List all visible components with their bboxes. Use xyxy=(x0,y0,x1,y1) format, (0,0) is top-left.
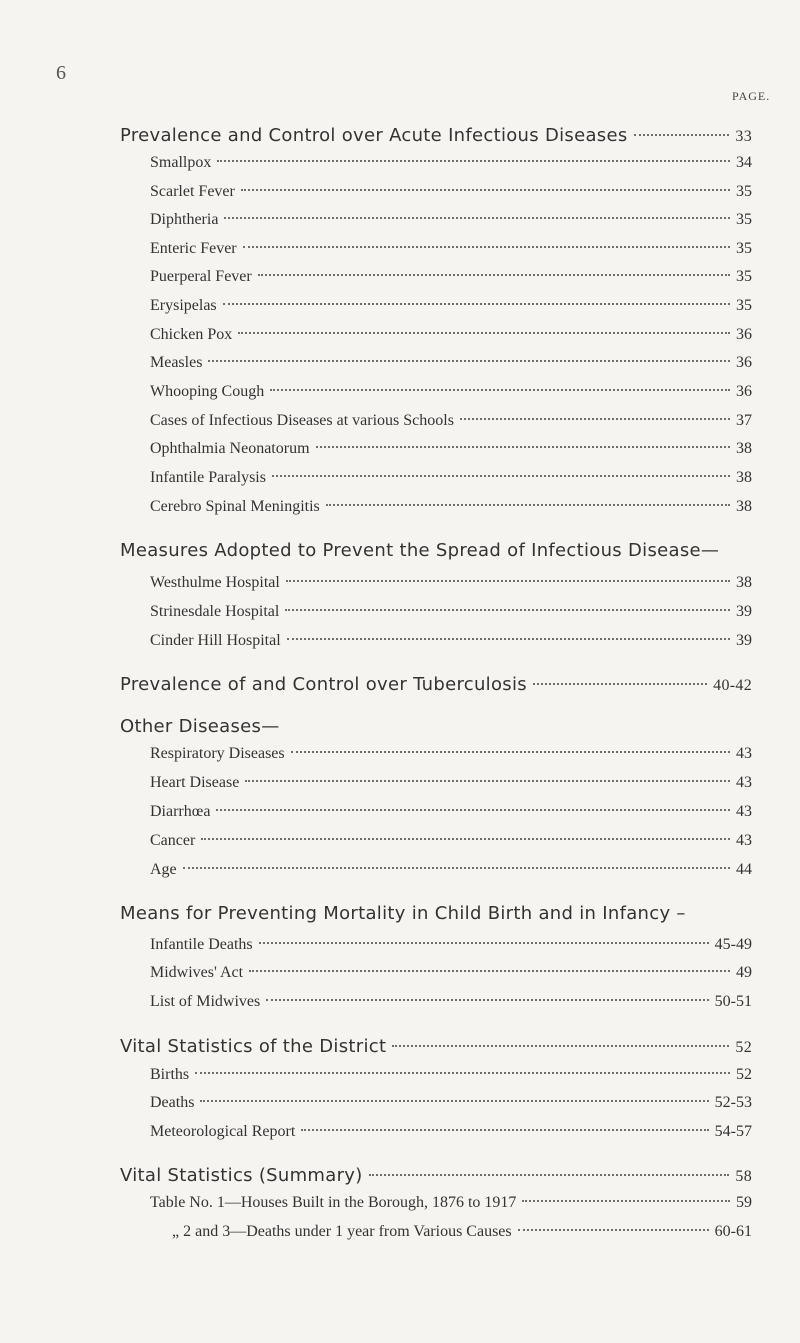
section-title: Prevalence and Control over Acute Infectious Diseases xyxy=(120,125,628,146)
dot-leader xyxy=(243,246,730,248)
entry-page: 44 xyxy=(736,861,752,878)
entry-page: 45-49 xyxy=(714,936,752,953)
section-heading xyxy=(120,540,752,561)
dot-leader xyxy=(266,999,708,1001)
toc-entry xyxy=(150,936,752,954)
dot-leader xyxy=(286,580,730,582)
dot-leader xyxy=(208,360,730,362)
toc-entry xyxy=(150,774,752,792)
entry-label: Westhulme Hospital xyxy=(150,574,280,591)
entry-label: Scarlet Fever xyxy=(150,183,235,200)
entry-page: 52 xyxy=(736,1066,752,1083)
dot-leader xyxy=(183,867,730,869)
entry-label: „ 2 and 3—Deaths under 1 year from Various Causes xyxy=(172,1223,512,1240)
section-page: 52 xyxy=(735,1039,752,1056)
dot-leader xyxy=(258,274,730,276)
dot-leader xyxy=(216,809,730,811)
entry-page: 35 xyxy=(736,240,752,257)
section-heading xyxy=(120,125,752,146)
dot-leader xyxy=(201,838,730,840)
dot-leader xyxy=(326,504,730,506)
toc-entry xyxy=(150,297,752,315)
toc-entry xyxy=(150,964,752,982)
dot-leader xyxy=(522,1200,730,1202)
section-page: 33 xyxy=(735,128,752,145)
toc-entry xyxy=(150,745,752,763)
entry-label: Smallpox xyxy=(150,154,212,171)
entry-label: Diarrhœa xyxy=(150,803,211,820)
entry-label: Ophthalmia Neonatorum xyxy=(150,440,310,457)
entry-label: Strinesdale Hospital xyxy=(150,603,280,620)
section-page: 40-42 xyxy=(713,677,752,694)
entry-label: Births xyxy=(150,1066,190,1083)
dot-leader xyxy=(200,1100,708,1102)
entry-page: 50-51 xyxy=(714,993,752,1010)
toc-entry xyxy=(150,354,752,372)
dot-leader xyxy=(301,1129,708,1131)
entry-label: Erysipelas xyxy=(150,297,217,314)
dot-leader xyxy=(272,475,730,477)
dot-leader xyxy=(287,638,730,640)
entry-page: 43 xyxy=(736,745,752,762)
toc-entry xyxy=(150,154,752,172)
entry-page: 49 xyxy=(736,964,752,981)
entry-page: 39 xyxy=(736,603,752,620)
dot-leader xyxy=(460,418,730,420)
entry-page: 36 xyxy=(736,326,752,343)
toc-entry xyxy=(150,803,752,821)
entry-label: Enteric Fever xyxy=(150,240,237,257)
entry-page: 35 xyxy=(736,297,752,314)
section-heading xyxy=(120,674,752,695)
entry-page: 35 xyxy=(736,183,752,200)
section-heading xyxy=(120,1165,752,1186)
toc-entry xyxy=(150,412,752,430)
toc-entry xyxy=(150,632,752,650)
entry-label: Infantile Deaths xyxy=(150,936,253,953)
entry-page: 43 xyxy=(736,803,752,820)
dot-leader xyxy=(217,160,730,162)
dot-leader xyxy=(369,1174,730,1176)
toc-entry xyxy=(150,861,752,879)
dot-leader xyxy=(195,1072,730,1074)
entry-page: 38 xyxy=(736,498,752,515)
toc-entry xyxy=(150,1066,752,1084)
section-heading xyxy=(120,716,752,737)
entry-page: 35 xyxy=(736,268,752,285)
toc-entry xyxy=(150,383,752,401)
toc-entry xyxy=(150,1094,752,1112)
entry-label: Cinder Hill Hospital xyxy=(150,632,281,649)
dot-leader xyxy=(285,609,730,611)
entry-page: 36 xyxy=(736,354,752,371)
toc-entry xyxy=(150,574,752,592)
entry-label: Respiratory Diseases xyxy=(150,745,285,762)
entry-label: Midwives' Act xyxy=(150,964,244,981)
toc-entry xyxy=(150,1194,752,1212)
toc-entry xyxy=(150,268,752,286)
entry-page: 43 xyxy=(736,774,752,791)
entry-page: 35 xyxy=(736,211,752,228)
entry-page: 38 xyxy=(736,469,752,486)
entry-page: 60-61 xyxy=(714,1223,752,1240)
entry-label: List of Midwives xyxy=(150,993,261,1010)
dot-leader xyxy=(392,1045,729,1047)
dot-leader xyxy=(259,942,709,944)
entry-page: 52-53 xyxy=(714,1094,752,1111)
section-title: Vital Statistics (Summary) xyxy=(120,1165,363,1186)
dot-leader xyxy=(224,217,730,219)
entry-label: Meteorological Report xyxy=(150,1123,296,1140)
entry-page: 43 xyxy=(736,832,752,849)
toc-entry xyxy=(150,1123,752,1141)
toc-entry xyxy=(150,498,752,516)
section-page: 58 xyxy=(735,1168,752,1185)
toc-entry xyxy=(150,240,752,258)
entry-label: Cerebro Spinal Meningitis xyxy=(150,498,320,515)
page-number: 6 xyxy=(56,62,66,84)
section-title: Other Diseases— xyxy=(120,716,280,737)
section-title: Means for Preventing Mortality in Child Birth and in Infancy – xyxy=(120,903,686,924)
toc-entry xyxy=(150,993,752,1011)
entry-label: Heart Disease xyxy=(150,774,240,791)
toc-entry xyxy=(172,1223,752,1241)
dot-leader xyxy=(634,134,730,136)
toc-entry xyxy=(150,183,752,201)
dot-leader xyxy=(518,1229,709,1231)
dot-leader xyxy=(270,389,730,391)
dot-leader xyxy=(291,751,730,753)
entry-label: Infantile Paralysis xyxy=(150,469,266,486)
section-title: Prevalence of and Control over Tuberculosis xyxy=(120,674,527,695)
dot-leader xyxy=(238,332,730,334)
entry-label: Diphtheria xyxy=(150,211,219,228)
page-column-label: PAGE. xyxy=(732,89,771,103)
dot-leader xyxy=(245,780,730,782)
entry-page: 34 xyxy=(736,154,752,171)
entry-label: Chicken Pox xyxy=(150,326,233,343)
toc-entry xyxy=(150,326,752,344)
entry-label: Table No. 1—Houses Built in the Borough, 1876 to 1917 xyxy=(150,1194,517,1211)
dot-leader xyxy=(316,446,730,448)
section-heading xyxy=(120,903,752,924)
toc-entry xyxy=(150,440,752,458)
entry-page: 59 xyxy=(736,1194,752,1211)
section-heading xyxy=(120,1036,752,1057)
toc-entry xyxy=(150,832,752,850)
section-title: Vital Statistics of the District xyxy=(120,1036,387,1057)
entry-label: Measles xyxy=(150,354,203,371)
dot-leader xyxy=(249,970,730,972)
section-title: Measures Adopted to Prevent the Spread of Infectious Disease— xyxy=(120,540,720,561)
dot-leader xyxy=(241,189,730,191)
toc-entry xyxy=(150,603,752,621)
entry-label: Puerperal Fever xyxy=(150,268,252,285)
entry-label: Deaths xyxy=(150,1094,195,1111)
entry-label: Age xyxy=(150,861,177,878)
entry-page: 37 xyxy=(736,412,752,429)
entry-label: Whooping Cough xyxy=(150,383,265,400)
entry-page: 38 xyxy=(736,574,752,591)
entry-page: 36 xyxy=(736,383,752,400)
entry-label: Cases of Infectious Diseases at various Schools xyxy=(150,412,454,429)
entry-page: 39 xyxy=(736,632,752,649)
toc-entry xyxy=(150,469,752,487)
toc-entry xyxy=(150,211,752,229)
entry-page: 54-57 xyxy=(714,1123,752,1140)
dot-leader xyxy=(533,683,707,685)
dot-leader xyxy=(223,303,730,305)
entry-label: Cancer xyxy=(150,832,196,849)
entry-page: 38 xyxy=(736,440,752,457)
